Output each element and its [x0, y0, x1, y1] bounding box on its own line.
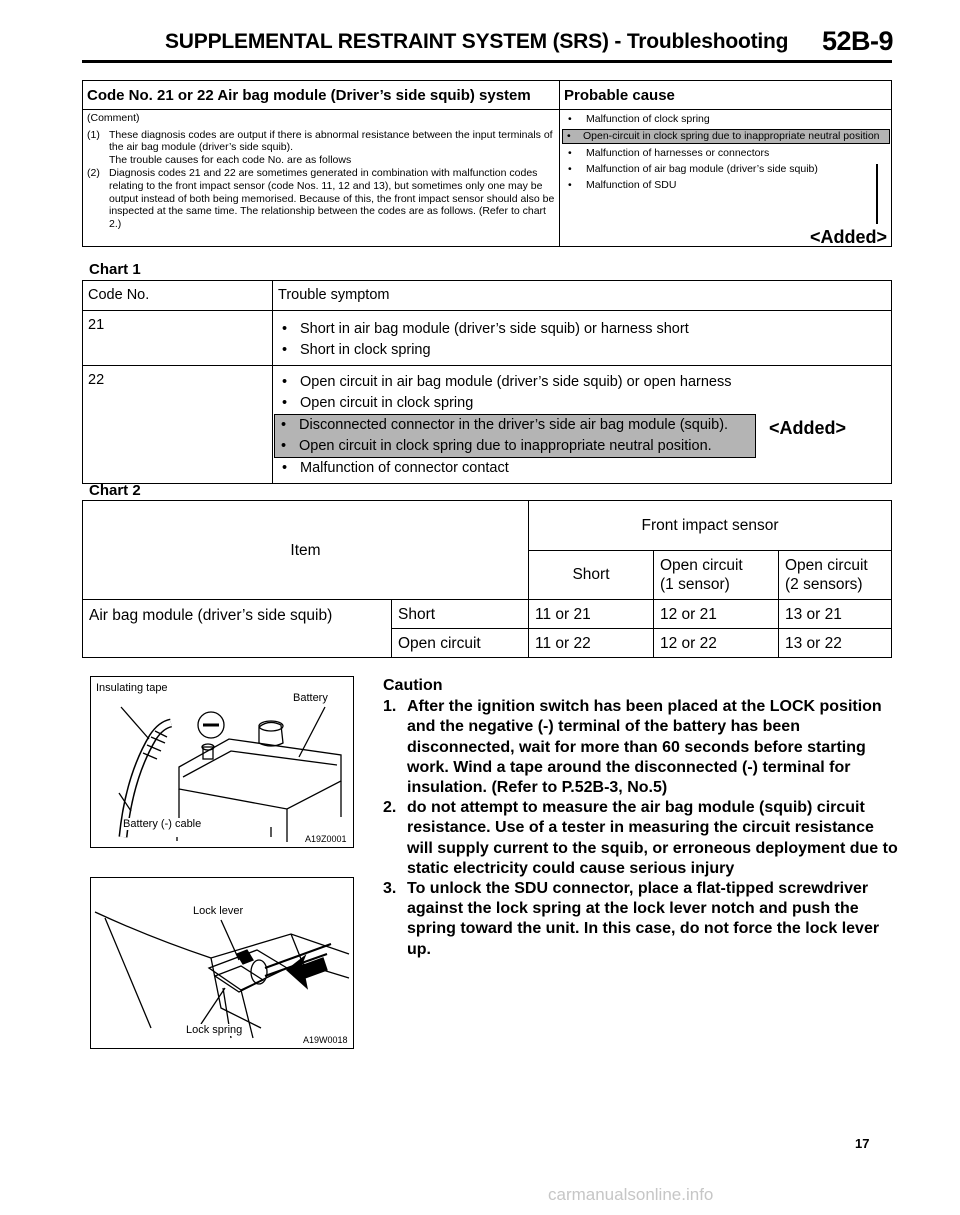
added-label: <Added> [769, 418, 847, 438]
comment-cell [83, 110, 560, 247]
code-table-header-system: Code No. 21 or 22 Air bag module (Driver’s side squib) system [83, 81, 560, 110]
table-row [83, 311, 892, 366]
chart2-row-type: Short [392, 600, 529, 629]
chart2-col-open1: Open circuit (1 sensor) [654, 550, 779, 600]
caution-item: 2. do not attempt to measure the air bag module (squib) circuit resistance. Use of a tester in measuring the circuit resistance will supply current to the squib, or erroneous deployment due to static electricity could cause serious injury [383, 799, 898, 877]
caution-title: Caution [383, 677, 443, 694]
cause-item-highlighted: • Open-circuit in clock spring due to inappropriate neutral position [562, 129, 890, 144]
list-item: • Short in clock spring [282, 342, 431, 358]
chart1-code-cell: 22 [83, 366, 273, 484]
caution-item: 1. After the ignition switch has been placed at the LOCK position and the negative (-) terminal of the battery has been disconnected, wait for more than 60 seconds before starting work. Wind a tape around the disconnected (-) terminal for insulation. (Refer to P.52B-3, No.5) [383, 698, 882, 797]
table-cell: 13 or 22 [779, 629, 892, 658]
comment-text: These diagnosis codes are output if there is abnormal resistance between the input terminals of the air bag module (driver’s side squib). [109, 128, 553, 154]
list-item: • Open circuit in air bag module (driver’s side squib) or open harness [282, 374, 732, 390]
comment-text: Diagnosis codes 21 and 22 are sometimes generated in combination with malfunction codes relating to the front impact sensor (code Nos. 11, 12 and 13), but sometimes only one may be output instead of both being memorised. Because of this, the front impact sensor should also be inspected at the same time. The relationship between the codes are as follows. (Refer to chart 2.) [109, 167, 555, 230]
list-item-highlighted: • Disconnected connector in the driver’s side air bag module (squib). [274, 414, 756, 436]
chart2-sensor-header: Front impact sensor [529, 501, 892, 551]
caution-list [383, 697, 898, 960]
comment-text: The trouble causes for each code No. are as follows [109, 153, 352, 166]
chart1-header-symptom: Trouble symptom [273, 281, 892, 311]
connector-illustration [91, 878, 353, 1048]
code-table-header-cause: Probable cause [560, 81, 892, 110]
chart1-code-cell: 21 [83, 311, 273, 366]
table-cell: 13 or 21 [779, 600, 892, 629]
chart2-table [82, 500, 892, 658]
table-row [83, 366, 892, 484]
caution-item: 3. To unlock the SDU connector, place a flat-tipped screwdriver against the lock spring at the lock lever notch and push the spring toward the unit. In this case, do not force the lock lever up. [383, 880, 880, 958]
symptom-list [278, 319, 886, 361]
list-item: • Open circuit in clock spring [282, 395, 474, 411]
probable-cause-cell [560, 110, 892, 247]
added-label: <Added> [809, 227, 887, 248]
page-number: 17 [855, 1136, 870, 1151]
battery-cable-label: Battery (-) cable [123, 818, 202, 830]
sdu-connector-figure [90, 877, 354, 1049]
header-rule [82, 60, 892, 63]
lock-lever-label: Lock lever [193, 905, 244, 917]
battery-figure [90, 676, 354, 848]
comment-label: (Comment) [87, 112, 140, 124]
chart2-row-label: Air bag module (driver’s side squib) [83, 600, 392, 658]
table-cell: 12 or 21 [654, 600, 779, 629]
cause-item: • Malfunction of clock spring [568, 113, 710, 125]
list-item: • Malfunction of connector contact [282, 460, 509, 476]
chart2-item-header: Item [83, 501, 529, 600]
chart2-col-open2: Open circuit (2 sensors) [779, 550, 892, 600]
chart2-title: Chart 2 [89, 482, 141, 499]
battery-label: Battery [293, 692, 328, 704]
chart2-col-short: Short [529, 550, 654, 600]
insulating-tape-label: Insulating tape [96, 682, 168, 694]
comment-item [87, 167, 555, 230]
code-table [82, 80, 892, 247]
cause-item: • Malfunction of air bag module (driver’s side squib) [568, 163, 818, 176]
table-cell: 11 or 22 [529, 629, 654, 658]
page-title: SUPPLEMENTAL RESTRAINT SYSTEM (SRS) - Troubleshooting [165, 30, 789, 53]
lock-spring-label: Lock spring [186, 1024, 243, 1036]
caution-block [383, 676, 898, 960]
cause-item: • Malfunction of harnesses or connectors [568, 147, 770, 160]
section-number: 52B-9 [822, 26, 894, 56]
table-row [83, 600, 892, 629]
cause-item: • Malfunction of SDU [568, 179, 677, 192]
chart1-symptom-cell [273, 311, 892, 366]
list-item-highlighted: • Open circuit in clock spring due to inappropriate neutral position. [274, 436, 756, 458]
figure-code: A19W0018 [303, 1035, 348, 1045]
list-item: • Short in air bag module (driver’s side squib) or harness short [282, 321, 689, 337]
comment-number: (1) [87, 128, 100, 141]
chart1-symptom-cell [273, 366, 892, 484]
chart1-table [82, 280, 892, 484]
watermark: carmanualsonline.info [548, 1185, 714, 1204]
comment-list [87, 129, 555, 231]
probable-cause-list [564, 113, 887, 192]
figure-code: A19Z0001 [305, 834, 347, 844]
chart1-header-code: Code No. [83, 281, 273, 311]
comment-number: (2) [87, 167, 100, 180]
added-marker-line [876, 164, 878, 224]
chart1-title: Chart 1 [89, 261, 141, 278]
table-cell: 12 or 22 [654, 629, 779, 658]
comment-item [87, 129, 555, 167]
chart2-row-type: Open circuit [392, 629, 529, 658]
table-cell: 11 or 21 [529, 600, 654, 629]
